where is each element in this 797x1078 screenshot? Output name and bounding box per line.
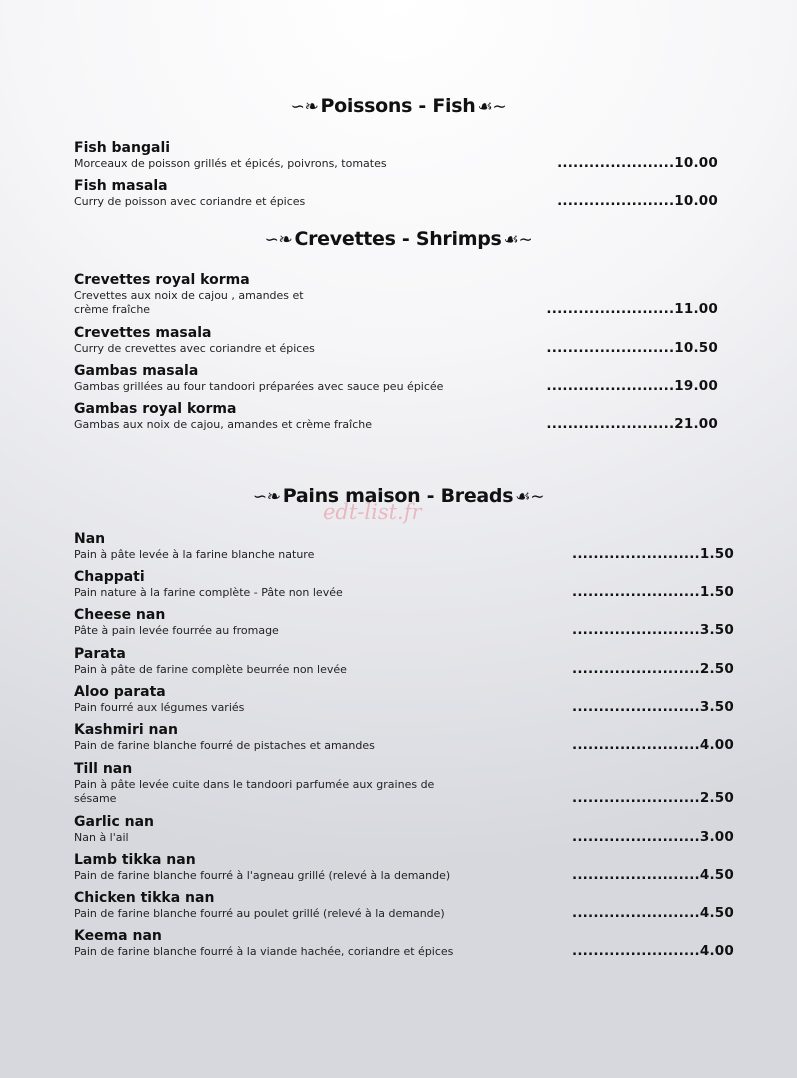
menu-item — [74, 722, 734, 753]
item-name: Gambas royal korma — [74, 401, 237, 417]
item-price: ........................2.50 — [572, 661, 734, 677]
item-price: ........................3.50 — [572, 622, 734, 638]
menu-item — [74, 607, 734, 638]
menu-item — [74, 569, 734, 600]
item-price: ......................10.00 — [557, 155, 718, 171]
item-name: Aloo parata — [74, 684, 166, 700]
menu-item — [74, 178, 734, 209]
item-price: ........................10.50 — [546, 340, 718, 356]
item-price: ........................21.00 — [546, 416, 718, 432]
item-name: Crevettes royal korma — [74, 272, 250, 288]
ornament-left-icon: ∽❧ — [252, 487, 281, 507]
ornament-right-icon: ☙∼ — [515, 487, 545, 507]
item-name: Parata — [74, 646, 126, 662]
menu-item — [74, 272, 734, 317]
item-price: ........................4.00 — [572, 943, 734, 959]
item-price: ........................3.00 — [572, 829, 734, 845]
item-description: Pain de farine blanche fourré à l'agneau grillé (relevé à la demande) — [74, 869, 451, 882]
item-name: Kashmiri nan — [74, 722, 178, 738]
item-description: Pain de farine blanche fourré de pistaches et amandes — [74, 739, 375, 752]
item-description: Nan à l'ail — [74, 831, 129, 844]
item-name: Cheese nan — [74, 607, 166, 623]
menu-item — [74, 531, 734, 562]
menu-item — [74, 890, 734, 921]
menu-item — [74, 814, 734, 845]
section-title-text: Pains maison - Breads — [282, 485, 514, 507]
item-price: ........................19.00 — [546, 378, 718, 394]
item-name: Crevettes masala — [74, 325, 212, 341]
item-name: Nan — [74, 531, 106, 547]
item-name: Chicken tikka nan — [74, 890, 215, 906]
item-description: Gambas grillées au four tandoori préparées avec sauce peu épicée — [74, 380, 444, 393]
item-description: Pain de farine blanche fourré au poulet grillé (relevé à la demande) — [74, 907, 445, 920]
menu-item — [74, 928, 734, 959]
item-price: ........................3.50 — [572, 699, 734, 715]
menu-item — [74, 852, 734, 883]
section-title-text: Poissons - Fish — [320, 95, 476, 117]
item-description: Pâte à pain levée fourrée au fromage — [74, 624, 279, 637]
item-description: Pain à pâte de farine complète beurrée non levée — [74, 663, 347, 676]
item-description: Pain de farine blanche fourré à la viande hachée, coriandre et épices — [74, 945, 454, 958]
menu-item — [74, 684, 734, 715]
item-description: Pain nature à la farine complète - Pâte non levée — [74, 586, 343, 599]
item-price: ........................4.50 — [572, 905, 734, 921]
section-title-fish — [0, 95, 797, 117]
watermark: edt-list.fr — [323, 500, 422, 524]
item-description: Pain fourré aux légumes variés — [74, 701, 245, 714]
ornament-left-icon: ∽❧ — [290, 97, 319, 117]
item-price: ........................1.50 — [572, 546, 734, 562]
menu-item — [74, 761, 734, 806]
ornament-right-icon: ☙∼ — [503, 230, 533, 250]
item-description: Curry de poisson avec coriandre et épices — [74, 195, 306, 208]
menu-item — [74, 363, 734, 394]
item-name: Fish bangali — [74, 140, 171, 156]
item-name: Lamb tikka nan — [74, 852, 196, 868]
item-name: Gambas masala — [74, 363, 199, 379]
ornament-right-icon: ☙∼ — [477, 97, 507, 117]
menu-item — [74, 401, 734, 432]
section-title-shrimps — [0, 228, 797, 250]
item-name: Fish masala — [74, 178, 168, 194]
item-description: Crevettes aux noix de cajou , amandes et crème fraîche — [74, 289, 304, 316]
item-price: ........................4.50 — [572, 867, 734, 883]
item-name: Garlic nan — [74, 814, 154, 830]
item-name: Chappati — [74, 569, 145, 585]
item-name: Till nan — [74, 761, 133, 777]
item-price: ........................2.50 — [572, 790, 734, 806]
ornament-left-icon: ∽❧ — [264, 230, 293, 250]
menu-item — [74, 140, 734, 171]
item-price: ........................11.00 — [546, 301, 718, 317]
item-price: ......................10.00 — [557, 193, 718, 209]
item-description: Curry de crevettes avec coriandre et épices — [74, 342, 315, 355]
menu-item — [74, 325, 734, 356]
section-title-text: Crevettes - Shrimps — [294, 228, 502, 250]
menu-item — [74, 646, 734, 677]
item-price: ........................4.00 — [572, 737, 734, 753]
item-name: Keema nan — [74, 928, 162, 944]
item-description: Morceaux de poisson grillés et épicés, poivrons, tomates — [74, 157, 387, 170]
item-description: Gambas aux noix de cajou, amandes et crème fraîche — [74, 418, 372, 431]
item-price: ........................1.50 — [572, 584, 734, 600]
item-description: Pain à pâte levée à la farine blanche nature — [74, 548, 315, 561]
item-description: Pain à pâte levée cuite dans le tandoori parfumée aux graines de sésame — [74, 778, 435, 805]
